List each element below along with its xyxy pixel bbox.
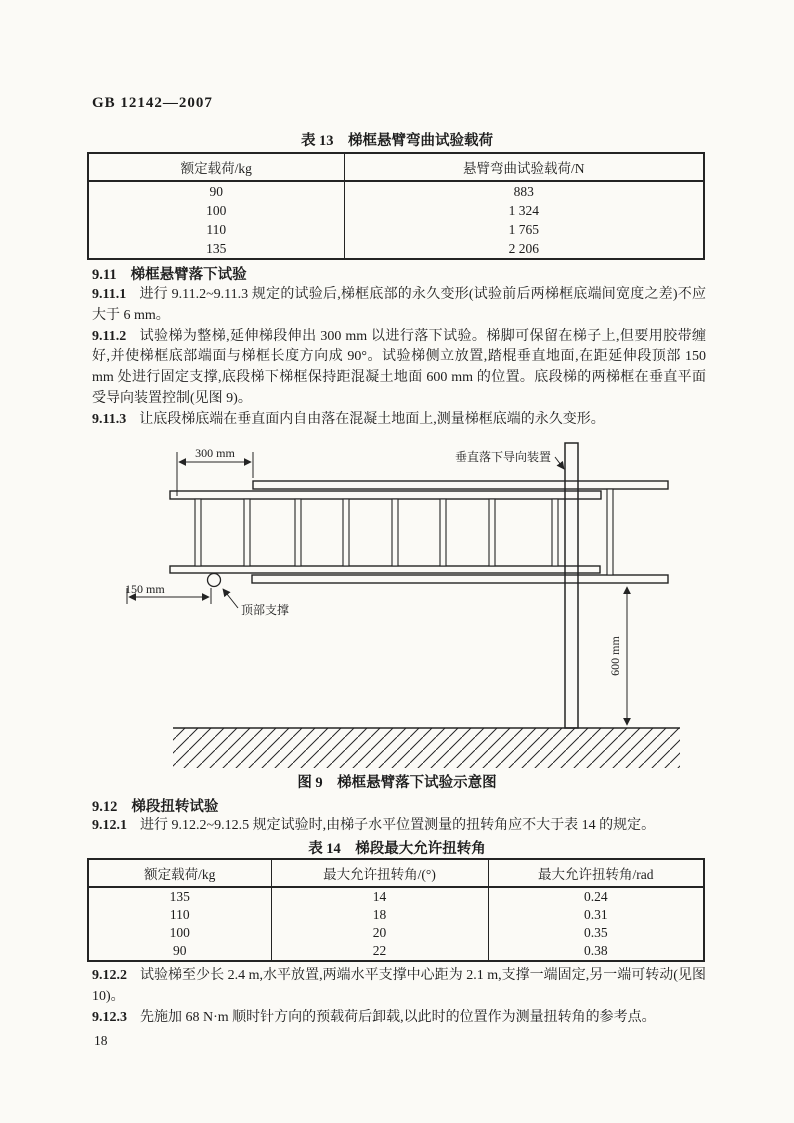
figure9-caption: 图 9 梯框悬臂落下试验示意图 xyxy=(297,775,497,791)
table-row xyxy=(88,906,704,924)
table13-col-test-load: 悬臂弯曲试验载荷/N xyxy=(344,153,704,181)
table-cell: 1 324 xyxy=(344,201,704,220)
clause-9-12-3 xyxy=(92,1008,706,1029)
table-cell: 135 xyxy=(88,887,271,906)
clause-9-12-1-block xyxy=(92,816,706,837)
table-cell: 100 xyxy=(88,924,271,942)
figure9-ladder-drop-test-diagram xyxy=(85,438,725,774)
table-cell: 22 xyxy=(271,942,488,961)
table-row xyxy=(88,181,704,201)
clause-number: 9.11.1 xyxy=(92,287,127,302)
dimension-300mm xyxy=(177,446,253,496)
clause-text: 先施加 68 N·m 顺时针方向的预载荷后卸载,以此时的位置作为测量扭转角的参考点。 xyxy=(140,1009,656,1025)
table-cell: 0.24 xyxy=(488,887,704,906)
table-cell: 20 xyxy=(271,924,488,942)
table14-title: 表 14 梯段最大允许扭转角 xyxy=(308,841,486,857)
table-row xyxy=(88,239,704,259)
table-row xyxy=(88,201,704,220)
clause-text: 进行 9.11.2~9.11.3 规定的试验后,梯框底部的永久变形(试验前后两梯框底端间宽度之差)不应大于 6 mm。 xyxy=(92,287,706,323)
clause-text: 试验梯为整梯,延伸梯段伸出 300 mm 以进行落下试验。梯脚可保留在梯子上,但要用胶带缠好,并使梯框底部端面与梯框长度方向成 90°。试验梯侧立放置,踏棍垂直地面,在距延伸段顶部 150 mm 处进行固定支撑,底段梯下梯框保持距混凝土地面 600 mm 的位置。底段梯的两梯框在垂直平面受导向装置控制(见图 9)。 xyxy=(92,328,706,406)
table-cell: 18 xyxy=(271,906,488,924)
dimension-150mm xyxy=(125,582,211,604)
clause-number: 9.12.2 xyxy=(92,968,127,983)
clause-9-11-1 xyxy=(92,285,706,327)
table-cell: 110 xyxy=(88,906,271,924)
table-cell: 0.38 xyxy=(488,942,704,961)
table14-col-angle-rad: 最大允许扭转角/rad xyxy=(488,859,704,887)
table-cell: 0.35 xyxy=(488,924,704,942)
section-title: 梯框悬臂落下试验 xyxy=(130,267,247,283)
clause-text: 让底段梯底端在垂直面内自由落在混凝土地面上,测量梯框底端的永久变形。 xyxy=(139,411,605,427)
clause-9-11-3 xyxy=(92,410,706,431)
table-cell: 135 xyxy=(88,239,344,259)
section-9-11-clauses xyxy=(92,285,706,431)
clause-number: 9.12.1 xyxy=(92,818,127,833)
clause-9-11-2 xyxy=(92,327,706,410)
standard-number-header: GB 12142—2007 xyxy=(92,95,213,111)
table-cell: 90 xyxy=(88,942,271,961)
top-support-marker xyxy=(208,574,221,587)
extension-bottom-stile xyxy=(252,575,668,583)
table-cell: 0.31 xyxy=(488,906,704,924)
clause-text: 进行 9.12.2~9.12.5 规定试验时,由梯子水平位置测量的扭转角应不大于表 14 的规定。 xyxy=(140,818,656,833)
table-cell: 100 xyxy=(88,201,344,220)
table13-title: 表 13 梯框悬臂弯曲试验载荷 xyxy=(300,133,494,149)
ladder-rungs xyxy=(195,489,613,575)
table14-header-row xyxy=(88,859,704,887)
table13-col-rated-load: 额定载荷/kg xyxy=(88,153,344,181)
section-number: 9.12 xyxy=(92,799,118,815)
table-cell: 883 xyxy=(344,181,704,201)
dim-600-label: 600 mm xyxy=(608,636,622,676)
table-cell: 14 xyxy=(271,887,488,906)
section-heading-9-11 xyxy=(92,263,247,284)
base-top-stile xyxy=(170,491,601,499)
table-cell: 1 765 xyxy=(344,220,704,239)
section-heading-9-12 xyxy=(92,795,218,816)
dim-300-label: 300 mm xyxy=(195,446,235,460)
table-cell: 90 xyxy=(88,181,344,201)
dim-150-label: 150 mm xyxy=(125,582,165,596)
clause-number: 9.12.3 xyxy=(92,1009,127,1025)
table-row xyxy=(88,887,704,906)
clause-9-12-1 xyxy=(92,816,706,837)
table-row xyxy=(88,942,704,961)
table-cell: 2 206 xyxy=(344,239,704,259)
dimension-600mm xyxy=(608,587,627,725)
guide-device-label: 垂直落下导向装置 xyxy=(454,450,551,464)
top-support-label: 顶部支撑 xyxy=(241,603,290,617)
guide-device-callout xyxy=(455,449,564,469)
section-number: 9.11 xyxy=(92,267,117,283)
clause-number: 9.11.2 xyxy=(92,328,127,344)
base-bottom-stile xyxy=(170,566,600,573)
section-title: 梯段扭转试验 xyxy=(131,799,219,815)
table13-cantilever-bend-loads xyxy=(87,152,705,260)
table-cell: 110 xyxy=(88,220,344,239)
clause-number: 9.11.3 xyxy=(92,411,127,427)
table14-col-rated-load: 额定载荷/kg xyxy=(88,859,271,887)
concrete-ground-hatch xyxy=(173,728,680,768)
page-number: 18 xyxy=(94,1033,108,1048)
table14-max-twist-angles xyxy=(87,858,705,962)
clause-text: 试验梯至少长 2.4 m,水平放置,两端水平支撑中心距为 2.1 m,支撑一端固定,另一端可转动(见图 10)。 xyxy=(92,968,706,1004)
table-row xyxy=(88,924,704,942)
section-9-12-clauses xyxy=(92,966,706,1028)
clause-9-12-2 xyxy=(92,966,706,1008)
table13-header-row xyxy=(88,153,704,181)
extension-top-stile xyxy=(253,481,668,489)
table-row xyxy=(88,220,704,239)
top-support-callout xyxy=(223,589,289,617)
table14-col-angle-deg: 最大允许扭转角/(°) xyxy=(271,859,488,887)
